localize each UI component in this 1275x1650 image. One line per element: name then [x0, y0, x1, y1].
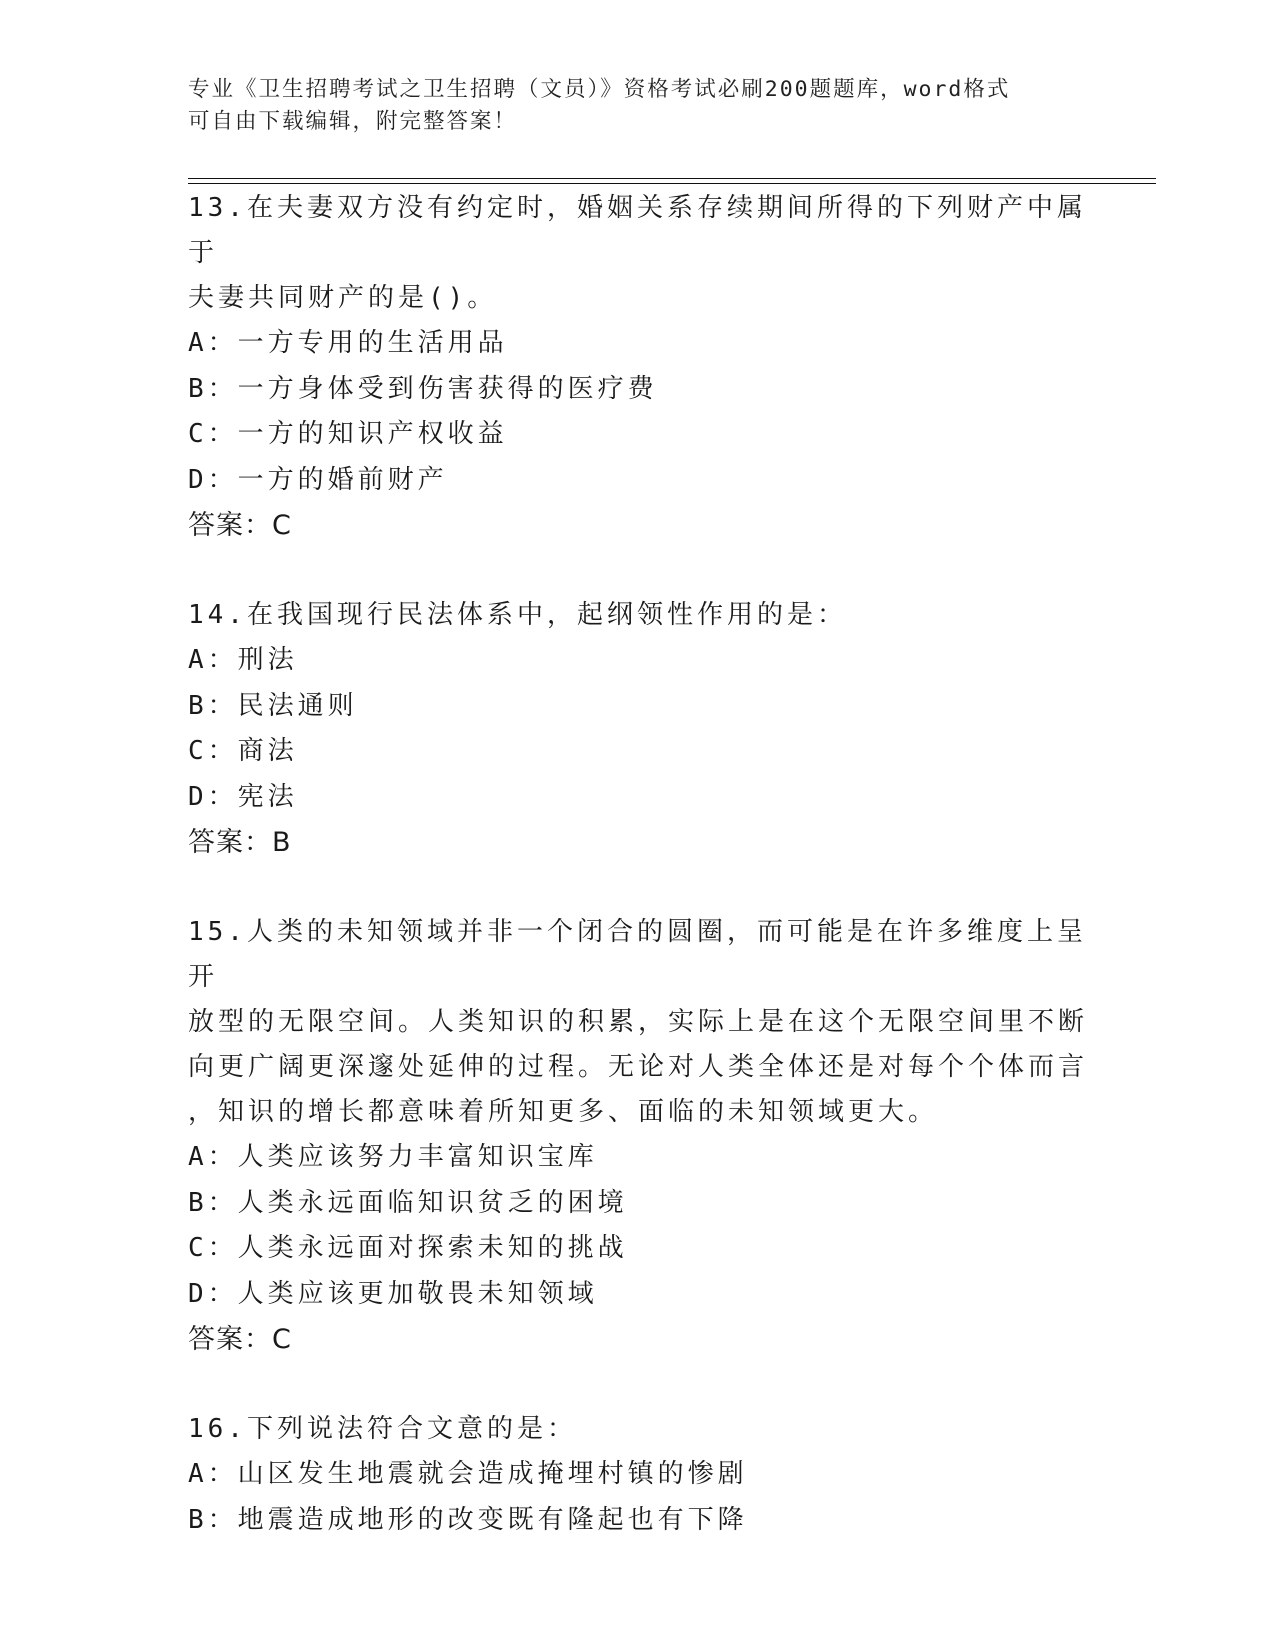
option-d: D：宪法 [188, 781, 298, 812]
option-c: C：人类永远面对探索未知的挑战 [188, 1233, 628, 1263]
document-header [188, 74, 1068, 138]
option-b: B：民法通则 [188, 690, 358, 721]
option-c: C：商法 [188, 736, 298, 766]
answer: 答案：B [188, 827, 292, 858]
option-a: A：人类应该努力丰富知识宝库 [188, 1142, 598, 1172]
question-13 [188, 186, 1088, 548]
header-rule-top [188, 178, 1156, 179]
option-c: C：一方的知识产权收益 [188, 419, 508, 449]
header-line-1: 专业《卫生招聘考试之卫生招聘（文员）》资格考试必刷200题题库，word格式 [188, 77, 1011, 102]
header-line-2: 可自由下载编辑，附完整答案！ [188, 109, 518, 134]
option-b: B：人类永远面临知识贫乏的困境 [188, 1187, 628, 1218]
question-text: 15.人类的未知领域并非一个闭合的圆圈，而可能是在许多维度上呈开 放型的无限空间。人类知识的积累，实际上是在这个无限空间里不断 向更广阔更深邃处延伸的过程。无论对人类全体还是对每个个体而言 ，知识的增长都意味着所知更多、面临的未知领域更大。 [188, 917, 1089, 1127]
answer: 答案：C [188, 510, 292, 541]
answer: 答案：C [188, 1324, 292, 1355]
question-text: 14.在我国现行民法体系中，起纲领性作用的是： [188, 600, 847, 630]
question-text: 13.在夫妻双方没有约定时，婚姻关系存续期间所得的下列财产中属于 夫妻共同财产的是()。 [188, 193, 1087, 313]
option-d: D：一方的婚前财产 [188, 464, 448, 495]
question-14 [188, 593, 1088, 865]
option-a: A：刑法 [188, 645, 298, 675]
question-spacer [188, 865, 1088, 910]
question-16 [188, 1407, 1088, 1543]
question-text: 16.下列说法符合文意的是： [188, 1414, 577, 1444]
question-list [188, 186, 1088, 1543]
question-15 [188, 910, 1088, 1362]
option-a: A：一方专用的生活用品 [188, 328, 508, 358]
option-b: B：一方身体受到伤害获得的医疗费 [188, 373, 658, 404]
option-d: D：人类应该更加敬畏未知领域 [188, 1278, 598, 1309]
option-a: A：山区发生地震就会造成掩埋村镇的惨剧 [188, 1459, 748, 1489]
header-rule-bottom [188, 183, 1156, 184]
option-b: B：地震造成地形的改变既有隆起也有下降 [188, 1504, 748, 1535]
question-spacer [188, 1362, 1088, 1407]
question-spacer [188, 548, 1088, 593]
